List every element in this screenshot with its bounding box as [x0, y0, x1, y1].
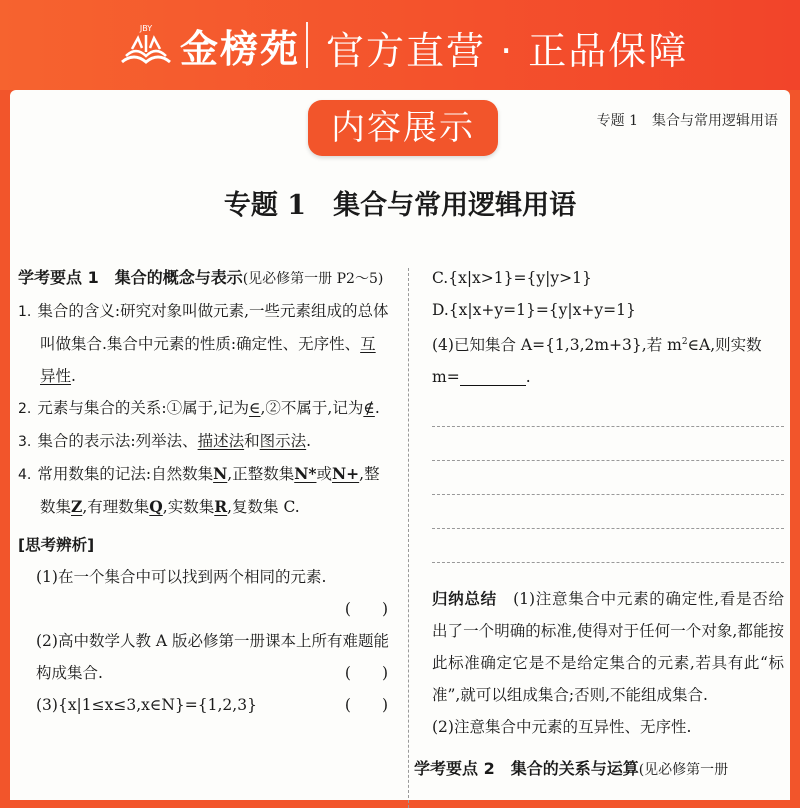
section-2-heading	[414, 753, 784, 786]
section-1-heading	[18, 262, 390, 295]
list-item: 3. 集合的表示法:列举法、描述法和图示法.	[18, 432, 312, 450]
column-divider	[408, 268, 409, 808]
list-item: 1. 集合的含义:研究对象叫做元素,一些元素组成的总体叫做集合.集合中元素的性质:确定性、无序性、互异性.	[18, 302, 389, 385]
content-display-badge: 内容展示	[308, 100, 498, 156]
question-2: (2)高中数学人教 A 版必修第一册课本上所有难题能构成集合. ( )	[18, 625, 390, 689]
question-1: (1)在一个集合中可以找到两个相同的元素. ( )	[18, 561, 390, 625]
page-title: 专题 1 集合与常用逻辑用语	[223, 190, 577, 221]
top-banner	[0, 0, 800, 90]
banner-slogan: 官方直营 · 正品保障	[326, 29, 689, 73]
section-2-title: 学考要点 2 集合的关系与运算	[414, 759, 639, 779]
section-1-title: 学考要点 1 集合的概念与表示	[18, 268, 243, 287]
running-header: 专题 1 集合与常用逻辑用语	[596, 113, 778, 129]
answer-blank	[460, 365, 526, 386]
question-4: (4)已知集合 A={1,3,2m+3},若 $m^2\in A$,则实数 m= .	[432, 336, 762, 387]
think-analysis-label: [思考辨析]	[18, 536, 95, 554]
answer-line	[432, 461, 784, 495]
answer-line	[432, 529, 784, 563]
option-c: C.{x|x>1}={y|y>1}	[432, 269, 592, 287]
right-column	[414, 262, 784, 786]
banner-divider	[306, 22, 308, 68]
summary-text-1: (1)注意集合中元素的确定性,看是否给出了一个明确的标准,使得对于任何一个对象,都能按此标准确定它是不是给定集合的元素,若具有此“标准”,就可以组成集合;否则,不能组成集合.	[432, 590, 784, 705]
logo-text: JBY	[139, 24, 153, 33]
summary-label: 归纳总结	[432, 590, 497, 609]
summary-block	[432, 583, 784, 711]
answer-paren: ( )	[344, 696, 388, 714]
question-3: (3){x|1≤x≤3,x∈N}={1,2,3} ( )	[18, 689, 390, 721]
list-item: 4. 常用数集的记法:自然数集N,正整数集N*或N+,整数集Z,有理数集Q,实数集R,复数集 C.	[18, 464, 380, 516]
summary-text-2: (2)注意集合中元素的互异性、无序性.	[432, 718, 692, 737]
section-2-ref: (见必修第一册	[638, 762, 729, 779]
left-column	[18, 262, 390, 721]
option-d: D.{x|x+y=1}={y|x+y=1}	[432, 301, 636, 319]
answer-paren: ( )	[344, 664, 388, 682]
answer-line	[432, 427, 784, 461]
answer-line	[432, 393, 784, 427]
brand-name: 金榜苑	[180, 26, 301, 71]
answer-line	[432, 495, 784, 529]
section-1-ref: (见必修第一册 P2～5)	[242, 271, 384, 287]
book-logo-icon	[118, 22, 174, 68]
list-item: 2. 元素与集合的关系:①属于,记为∈,②不属于,记为∉.	[18, 399, 380, 417]
answer-lines	[432, 393, 784, 563]
answer-paren: ( )	[344, 600, 388, 618]
